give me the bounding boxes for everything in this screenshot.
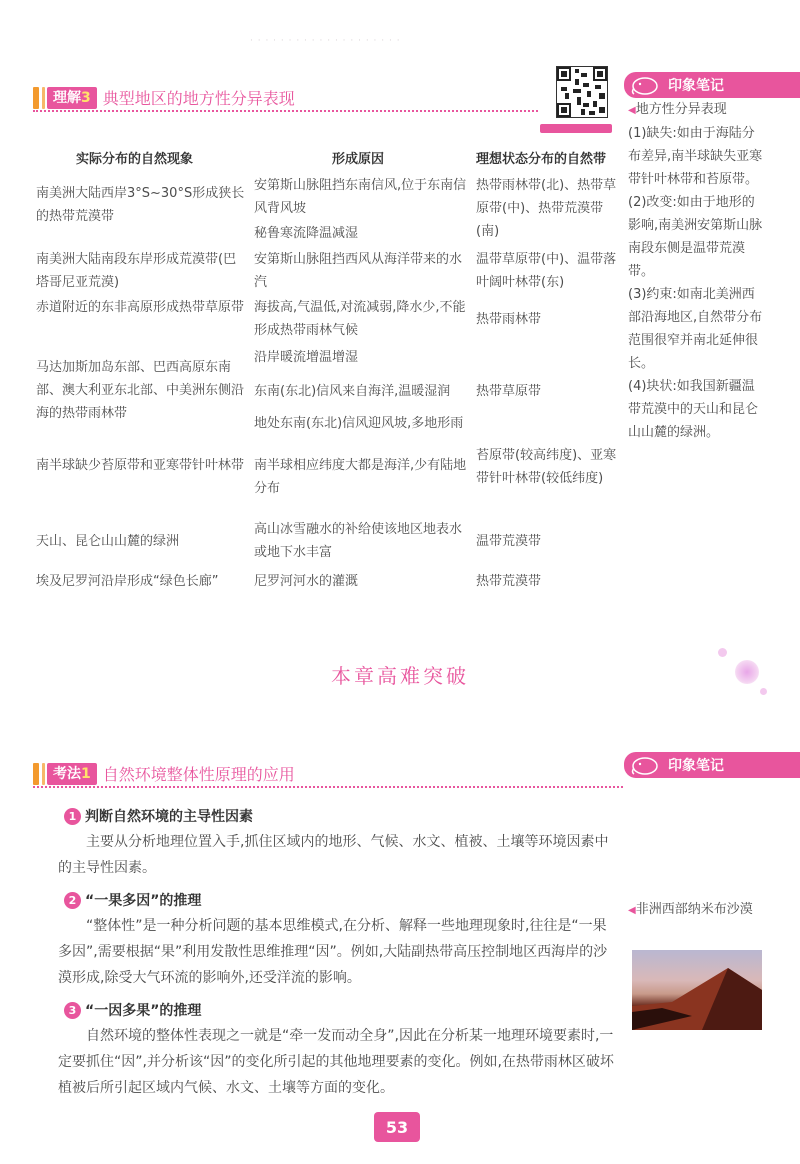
table-cell: 马达加斯加岛东部、巴西高原东南部、澳大利亚东北部、中美洲东侧沿海的热带雨林带 — [36, 360, 245, 421]
table-cell: 南美洲大陆南段东岸形成荒漠带(巴塔哥尼亚荒漠) — [36, 252, 237, 290]
paragraph: 主要从分析地理位置入手,抓住区域内的地形、气候、水文、植被、土壤等环境因素中的主导性因素。 — [58, 834, 609, 876]
table-header: 理想状态分布的自然带 — [476, 152, 607, 167]
table-cell: 热带草原带 — [476, 384, 542, 399]
table-cell: 热带雨林带(北)、热带草原带(中)、热带荒漠带(南) — [476, 178, 617, 239]
qr-caption-bar — [540, 124, 612, 133]
number-badge: 2 — [64, 892, 81, 909]
heading-underline — [33, 786, 623, 788]
sidebar-header-label: 印象笔记 — [668, 758, 724, 774]
photo-caption: ◀非洲西部纳米布沙漠 — [628, 902, 753, 917]
sidebar-line: (3)约束:如南北美洲西部沿海地区,自然带分布范围很窄并南北延伸很长。 — [628, 287, 763, 371]
point-heading — [64, 1000, 201, 1020]
sidebar-line: (1)缺失:如由于海陆分布差异,南半球缺失亚寒带针叶林带和苔原带。 — [628, 126, 763, 187]
number-badge: 1 — [64, 808, 81, 825]
table-cell: 安第斯山脉阻挡西风从海洋带来的水汽 — [254, 252, 463, 290]
sidebar-intro: ◀地方性分异表现 — [628, 102, 727, 117]
sidebar-notes — [628, 98, 766, 444]
sidebar-header — [624, 72, 800, 98]
table-cell: 海拔高,气温低,对流减弱,降水少,不能形成热带雨林气候 — [254, 300, 466, 338]
triangle-icon: ◀ — [628, 105, 636, 116]
table-header: 实际分布的自然现象 — [76, 152, 194, 167]
sidebar-line: (4)块状:如我国新疆温带荒漠中的天山和昆仑山山麓的绿洲。 — [628, 379, 759, 440]
sidebar-header-label: 印象笔记 — [668, 78, 724, 94]
number-badge: 3 — [64, 1002, 81, 1019]
table-cell: 尼罗河河水的灌溉 — [254, 574, 359, 589]
table-cell: 地处东南(东北)信风迎风坡,多地形雨 — [254, 416, 464, 431]
section-heading-understand — [33, 86, 295, 109]
section-tag: 理解3 — [47, 87, 97, 109]
page-number: 53 — [374, 1112, 420, 1142]
section-title: 自然环境整体性原理的应用 — [102, 765, 295, 784]
decorative-bubble — [760, 688, 767, 695]
paragraph: 自然环境的整体性表现之一就是“牵一发而动全身”,因此在分析某一地理环境要素时,一定要抓住“因”,并分析该“因”的变化所引起的其他地理要素的变化。例如,在热带雨林区破坏植被后所引起区域内气候、水文、土壤等方面的变化。 — [58, 1028, 614, 1096]
table-cell: 南半球缺少苔原带和亚寒带针叶林带 — [36, 458, 245, 473]
table-cell: 苔原带(较高纬度)、亚寒带针叶林带(较低纬度) — [476, 448, 617, 486]
elephant-icon — [630, 754, 660, 776]
heading-marker — [42, 87, 45, 109]
table-cell: 温带荒漠带 — [476, 534, 542, 549]
heading-marker — [42, 763, 45, 785]
table-cell: 秘鲁寒流降温减湿 — [254, 226, 359, 241]
table-cell: 沿岸暖流增温增湿 — [254, 350, 359, 365]
table-cell: 天山、昆仑山山麓的绿洲 — [36, 534, 180, 549]
heading-marker — [33, 763, 39, 785]
table-cell: 南半球相应纬度大都是海洋,少有陆地分布 — [254, 458, 467, 496]
table-cell: 热带荒漠带 — [476, 574, 542, 589]
table-cell: 埃及尼罗河沿岸形成“绿色长廊” — [36, 574, 219, 589]
elephant-icon — [630, 74, 660, 96]
table-header: 形成原因 — [332, 152, 385, 167]
sidebar-line: (2)改变:如由于地形的影响,南美洲安第斯山脉南段东侧是温带荒漠带。 — [628, 195, 763, 279]
chapter-title: 本章高难突破 — [331, 664, 469, 688]
section-title: 典型地区的地方性分异表现 — [102, 89, 295, 108]
heading-underline — [33, 110, 538, 112]
table-cell: 南美洲大陆西岸3°S~30°S形成狭长的热带荒漠带 — [36, 186, 245, 224]
triangle-icon: ◀ — [628, 905, 636, 916]
running-header: · · · · · · · · · · · · · · · · · · · · — [250, 36, 401, 46]
point-heading — [64, 806, 253, 826]
sidebar-header — [624, 752, 800, 778]
table-cell: 热带雨林带 — [476, 312, 542, 327]
heading-marker — [33, 87, 39, 109]
table-cell: 赤道附近的东非高原形成热带草原带 — [36, 300, 245, 315]
point-heading — [64, 890, 201, 910]
namib-desert-photo — [632, 950, 762, 1030]
table-cell: 安第斯山脉阻挡东南信风,位于东南信风背风坡 — [254, 178, 467, 216]
point-title: “一因多果”的推理 — [85, 1003, 202, 1019]
point-title: “一果多因”的推理 — [85, 893, 202, 909]
point-title: 判断自然环境的主导性因素 — [85, 809, 253, 825]
decorative-bubble — [718, 648, 727, 657]
paragraph: “整体性”是一种分析问题的基本思维模式,在分析、解释一些地理现象时,往往是“一果多因”,需要根据“果”利用发散性思维推理“因”。例如,大陆副热带高压控制地区西海岸的沙漠形成,除受大气环流的影响外,还受洋流的影响。 — [58, 918, 608, 986]
section-tag: 考法1 — [47, 763, 97, 785]
qr-code[interactable] — [556, 66, 608, 118]
table-cell: 高山冰雪融水的补给使该地区地表水或地下水丰富 — [254, 522, 463, 560]
table-cell: 东南(东北)信风来自海洋,温暖湿润 — [254, 384, 451, 399]
table-cell: 温带草原带(中)、温带落叶阔叶林带(东) — [476, 252, 617, 290]
section-heading-method — [33, 762, 295, 785]
